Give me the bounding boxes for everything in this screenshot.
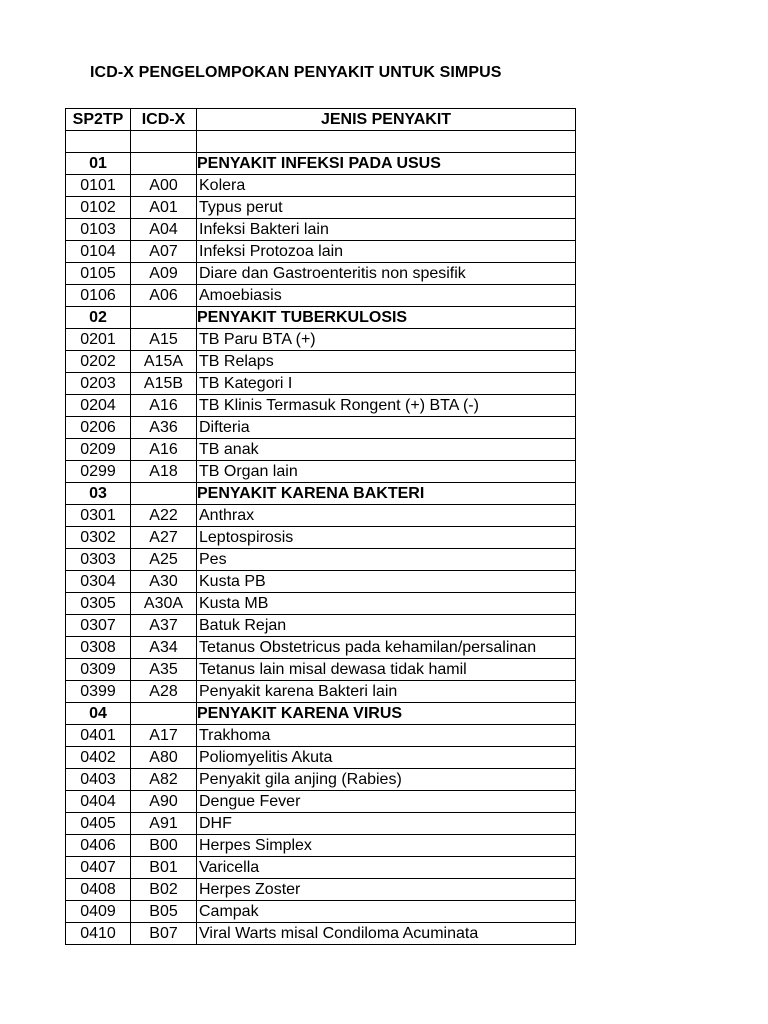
disease-name-cell: Tetanus lain misal dewasa tidak hamil [197, 659, 576, 681]
table-header-row [66, 109, 576, 131]
table-row [66, 659, 576, 681]
blank-row [66, 131, 576, 153]
disease-name-cell: Herpes Zoster [197, 879, 576, 901]
sp2tp-code-cell: 0309 [66, 659, 131, 681]
sp2tp-code-cell [66, 131, 131, 153]
disease-name-cell: Batuk Rejan [197, 615, 576, 637]
disease-name-cell: DHF [197, 813, 576, 835]
table-row [66, 373, 576, 395]
disease-name-cell: Herpes Simplex [197, 835, 576, 857]
table-row [66, 835, 576, 857]
disease-name-cell: Penyakit gila anjing (Rabies) [197, 769, 576, 791]
icd-code-cell: A37 [131, 615, 197, 637]
disease-name-cell: TB anak [197, 439, 576, 461]
table-row [66, 329, 576, 351]
icd-code-cell: A15 [131, 329, 197, 351]
sp2tp-code-cell: 0410 [66, 923, 131, 945]
sp2tp-code-cell: 0408 [66, 879, 131, 901]
header-icd-x: ICD-X [131, 109, 197, 131]
page-title: ICD-X PENGELOMPOKAN PENYAKIT UNTUK SIMPUS [90, 64, 502, 81]
group-row [66, 307, 576, 329]
header-sp2tp: SP2TP [66, 109, 131, 131]
icd-code-cell [131, 131, 197, 153]
group-name-cell: PENYAKIT KARENA BAKTERI [197, 483, 576, 505]
disease-name-cell [197, 131, 576, 153]
sp2tp-code-cell: 0308 [66, 637, 131, 659]
sp2tp-code-cell: 0103 [66, 219, 131, 241]
sp2tp-code-cell: 0406 [66, 835, 131, 857]
icd-code-cell: A04 [131, 219, 197, 241]
table-row [66, 395, 576, 417]
disease-name-cell: Anthrax [197, 505, 576, 527]
disease-name-cell: Kolera [197, 175, 576, 197]
table-row [66, 879, 576, 901]
disease-name-cell: Campak [197, 901, 576, 923]
table-row [66, 901, 576, 923]
sp2tp-code-cell: 0407 [66, 857, 131, 879]
icd-code-cell: B07 [131, 923, 197, 945]
group-name-cell: PENYAKIT TUBERKULOSIS [197, 307, 576, 329]
table-row [66, 241, 576, 263]
icd-code-cell: A35 [131, 659, 197, 681]
disease-name-cell: Difteria [197, 417, 576, 439]
table-row [66, 813, 576, 835]
disease-name-cell: Varicella [197, 857, 576, 879]
table-row [66, 549, 576, 571]
icd-code-cell: A09 [131, 263, 197, 285]
icd-code-cell [131, 307, 197, 329]
icd-code-cell: A15A [131, 351, 197, 373]
disease-name-cell: Diare dan Gastroenteritis non spesifik [197, 263, 576, 285]
table-row [66, 857, 576, 879]
sp2tp-code-cell: 01 [66, 153, 131, 175]
icd-code-cell: A15B [131, 373, 197, 395]
sp2tp-code-cell: 0403 [66, 769, 131, 791]
disease-name-cell: Leptospirosis [197, 527, 576, 549]
sp2tp-code-cell: 0104 [66, 241, 131, 263]
table-row [66, 505, 576, 527]
icd-code-cell: A90 [131, 791, 197, 813]
disease-name-cell: Penyakit karena Bakteri lain [197, 681, 576, 703]
group-name-cell: PENYAKIT KARENA VIRUS [197, 703, 576, 725]
sp2tp-code-cell: 0206 [66, 417, 131, 439]
disease-name-cell: Viral Warts misal Condiloma Acuminata [197, 923, 576, 945]
disease-name-cell: TB Relaps [197, 351, 576, 373]
sp2tp-code-cell: 02 [66, 307, 131, 329]
sp2tp-code-cell: 0303 [66, 549, 131, 571]
icd-code-cell: A18 [131, 461, 197, 483]
table-row [66, 681, 576, 703]
table-row [66, 175, 576, 197]
disease-name-cell: TB Klinis Termasuk Rongent (+) BTA (-) [197, 395, 576, 417]
table-row [66, 219, 576, 241]
sp2tp-code-cell: 0203 [66, 373, 131, 395]
sp2tp-code-cell: 0209 [66, 439, 131, 461]
sp2tp-code-cell: 0405 [66, 813, 131, 835]
sp2tp-code-cell: 03 [66, 483, 131, 505]
icd-code-cell: A30A [131, 593, 197, 615]
sp2tp-code-cell: 0301 [66, 505, 131, 527]
icd-code-cell: B02 [131, 879, 197, 901]
table-row [66, 747, 576, 769]
disease-name-cell: TB Paru BTA (+) [197, 329, 576, 351]
table-row [66, 285, 576, 307]
icd-code-cell [131, 703, 197, 725]
disease-name-cell: TB Kategori I [197, 373, 576, 395]
table-row [66, 571, 576, 593]
table-row [66, 923, 576, 945]
sp2tp-code-cell: 0201 [66, 329, 131, 351]
icd-code-cell: A22 [131, 505, 197, 527]
icd-code-cell: A82 [131, 769, 197, 791]
disease-name-cell: Infeksi Bakteri lain [197, 219, 576, 241]
disease-name-cell: Pes [197, 549, 576, 571]
sp2tp-code-cell: 0106 [66, 285, 131, 307]
group-name-cell: PENYAKIT INFEKSI PADA USUS [197, 153, 576, 175]
sp2tp-code-cell: 0304 [66, 571, 131, 593]
icd-code-cell: A30 [131, 571, 197, 593]
disease-name-cell: Amoebiasis [197, 285, 576, 307]
icd-code-cell: A01 [131, 197, 197, 219]
sp2tp-code-cell: 0409 [66, 901, 131, 923]
sp2tp-code-cell: 0401 [66, 725, 131, 747]
disease-name-cell: Kusta MB [197, 593, 576, 615]
icd-code-cell: A36 [131, 417, 197, 439]
sp2tp-code-cell: 04 [66, 703, 131, 725]
icd-code-cell: B00 [131, 835, 197, 857]
icd-code-cell [131, 153, 197, 175]
disease-name-cell: Dengue Fever [197, 791, 576, 813]
table-row [66, 615, 576, 637]
sp2tp-code-cell: 0307 [66, 615, 131, 637]
group-row [66, 483, 576, 505]
table-row [66, 791, 576, 813]
sp2tp-code-cell: 0402 [66, 747, 131, 769]
table-row [66, 263, 576, 285]
sp2tp-code-cell: 0302 [66, 527, 131, 549]
header-jenis-penyakit: JENIS PENYAKIT [197, 109, 576, 131]
sp2tp-code-cell: 0204 [66, 395, 131, 417]
table-row [66, 439, 576, 461]
sp2tp-code-cell: 0399 [66, 681, 131, 703]
table-row [66, 527, 576, 549]
icd-code-cell: A25 [131, 549, 197, 571]
sp2tp-code-cell: 0102 [66, 197, 131, 219]
sp2tp-code-cell: 0404 [66, 791, 131, 813]
icd-code-cell: A28 [131, 681, 197, 703]
table-body [66, 131, 576, 945]
disease-name-cell: Typus perut [197, 197, 576, 219]
icd-code-cell: A91 [131, 813, 197, 835]
table-row [66, 417, 576, 439]
table-row [66, 637, 576, 659]
disease-name-cell: Poliomyelitis Akuta [197, 747, 576, 769]
disease-name-cell: Tetanus Obstetricus pada kehamilan/persalinan [197, 637, 576, 659]
sp2tp-code-cell: 0305 [66, 593, 131, 615]
disease-name-cell: Kusta PB [197, 571, 576, 593]
sp2tp-code-cell: 0105 [66, 263, 131, 285]
sp2tp-code-cell: 0101 [66, 175, 131, 197]
table-row [66, 461, 576, 483]
icd-code-cell: A06 [131, 285, 197, 307]
icd-code-cell [131, 483, 197, 505]
icd-code-cell: A16 [131, 395, 197, 417]
sp2tp-code-cell: 0202 [66, 351, 131, 373]
table-row [66, 725, 576, 747]
icd-code-cell: A07 [131, 241, 197, 263]
icd-code-cell: B05 [131, 901, 197, 923]
disease-name-cell: Infeksi Protozoa lain [197, 241, 576, 263]
icd-code-cell: A16 [131, 439, 197, 461]
icd-code-cell: A27 [131, 527, 197, 549]
icd-code-cell: A17 [131, 725, 197, 747]
table-row [66, 351, 576, 373]
sp2tp-code-cell: 0299 [66, 461, 131, 483]
table-row [66, 593, 576, 615]
icd-code-cell: A80 [131, 747, 197, 769]
icd-code-cell: A00 [131, 175, 197, 197]
table-row [66, 769, 576, 791]
disease-name-cell: TB Organ lain [197, 461, 576, 483]
group-row [66, 703, 576, 725]
icd-code-cell: B01 [131, 857, 197, 879]
table-row [66, 197, 576, 219]
disease-table [65, 108, 576, 945]
icd-code-cell: A34 [131, 637, 197, 659]
disease-name-cell: Trakhoma [197, 725, 576, 747]
group-row [66, 153, 576, 175]
